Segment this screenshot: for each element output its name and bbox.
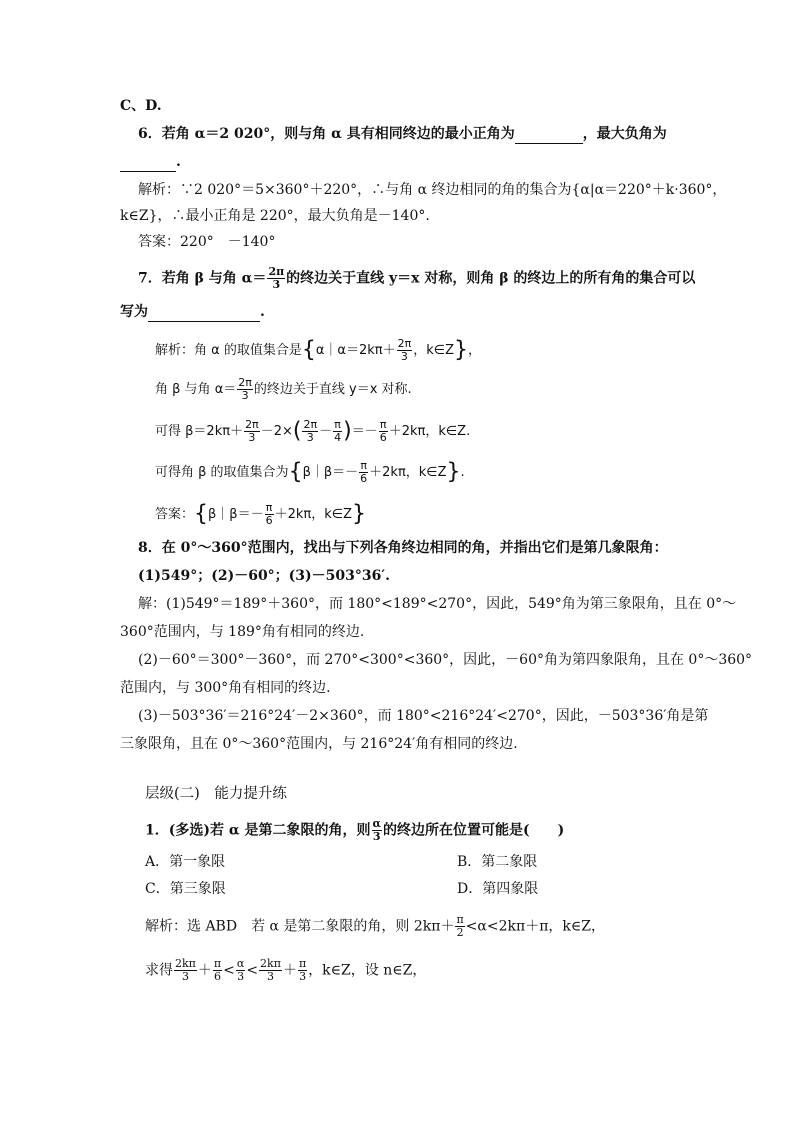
q8-solution-2a: (2)－60°＝300°－360°，而 270°<300°<360°，因此，－60°角为第四象限角，且在 0°～360° [138,652,753,668]
p1-stem: 1．(多选)若 α 是第二象限的角，则 $\frac{\alpha}{3}$ 的终边所在位置可能是( ) [145,817,565,843]
fraction-2pi-over-3: $\frac{2\pi}{3}$ [268,265,285,291]
q7-solution-line1: 解析：角 α 的取值集合是{α｜α＝2kπ＋ $\frac{2\pi}{3}$ ，k∈Z}， [155,337,482,363]
q8-solution-2b: 范围内，与 300°角有相同的终边. [120,680,331,696]
q6-stem-line2: . [120,152,181,172]
q6-stem: 6．若角 α＝2 020°，则与角 α 具有相同终边的最小正角为 ，最大负角为 [138,126,667,142]
q6-solution-line2: k∈Z}，∴最小正角是 220°，最大负角是－140°. [120,208,430,224]
p1-option-b[interactable]: B．第二象限 [457,854,538,870]
q7-solution-line4: 可得角 β 的取值集合为{β｜β＝－ $\frac{\pi}{6}$ ＋2kπ，k∈Z}. [155,459,465,485]
q8-items: (1)549°；(2)－60°；(3)－503°36′. [138,568,390,584]
q7-stem: 7．若角 β 与角 α＝ $\frac{2\pi}{3}$ 的终边关于直线 y＝x 对称，则角 β 的终边上的所有角的集合可以 [138,265,696,291]
q7-stem-line2: 写为 . [120,304,265,320]
q7-solution-line3: 可得 β＝2kπ＋ $\frac{2\pi}{3}$ －2×( $\frac{2\pi}{3}$ － $\frac{\pi}{4}$ )＝－ $\frac{\pi}{6}$ ＋2kπ，k∈Z. [155,418,471,444]
p1-option-d[interactable]: D．第四象限 [457,881,539,897]
q6-blank-1[interactable] [515,129,583,144]
q6-solution-line1: 解析：∵2 020°＝5×360°＋220°，∴与角 α 终边相同的角的集合为{α|α＝220°＋k·360°， [138,182,727,198]
section-heading: 层级(二) 能力提升练 [145,786,287,802]
p1-solution-line1: 解析：选 ABD 若 α 是第二象限的角，则 2kπ＋ $\frac{\pi}{2}$ <α<2kπ＋π，k∈Z， [145,913,605,939]
q7-blank[interactable] [148,307,260,322]
p1-option-a[interactable]: A．第一象限 [145,854,226,870]
q8-solution-3b: 三象限角，且在 0°～360°范围内，与 216°24′角有相同的终边. [120,736,518,752]
q8-solution-1a: 解：(1)549°＝189°＋360°，而 180°<189°<270°，因此，549°角为第三象限角，且在 0°～ [138,596,737,612]
q8-solution-3a: (3)－503°36′＝216°24′－2×360°，而 180°<216°24′<270°，因此，－503°36′角是第 [138,708,709,724]
q8-stem: 8．在 0°～360°范围内，找出与下列各角终边相同的角，并指出它们是第几象限角： [138,540,668,556]
previous-answer-tail: C、D. [120,98,162,114]
p1-option-c[interactable]: C．第三象限 [145,881,226,897]
q7-answer: 答案：{β｜β＝－ $\frac{\pi}{6}$ ＋2kπ，k∈Z} [155,501,366,527]
q8-solution-1b: 360°范围内，与 189°角有相同的终边. [120,624,365,640]
q6-answer: 答案：220° －140° [138,234,276,250]
q6-blank-2[interactable] [120,157,176,172]
q7-solution-line2: 角 β 与角 α＝ $\frac{2\pi}{3}$ 的终边关于直线 y＝x 对称. [155,376,412,402]
p1-solution-line2: 求得 $\frac{2k\pi}{3}$ ＋ $\frac{\pi}{6}$ < $\frac{\alpha}{3}$ < $\frac{2k\pi}{3}$ ＋ $\frac{\pi}{3}$ ，k∈Z，设 n∈Z， [145,957,427,983]
